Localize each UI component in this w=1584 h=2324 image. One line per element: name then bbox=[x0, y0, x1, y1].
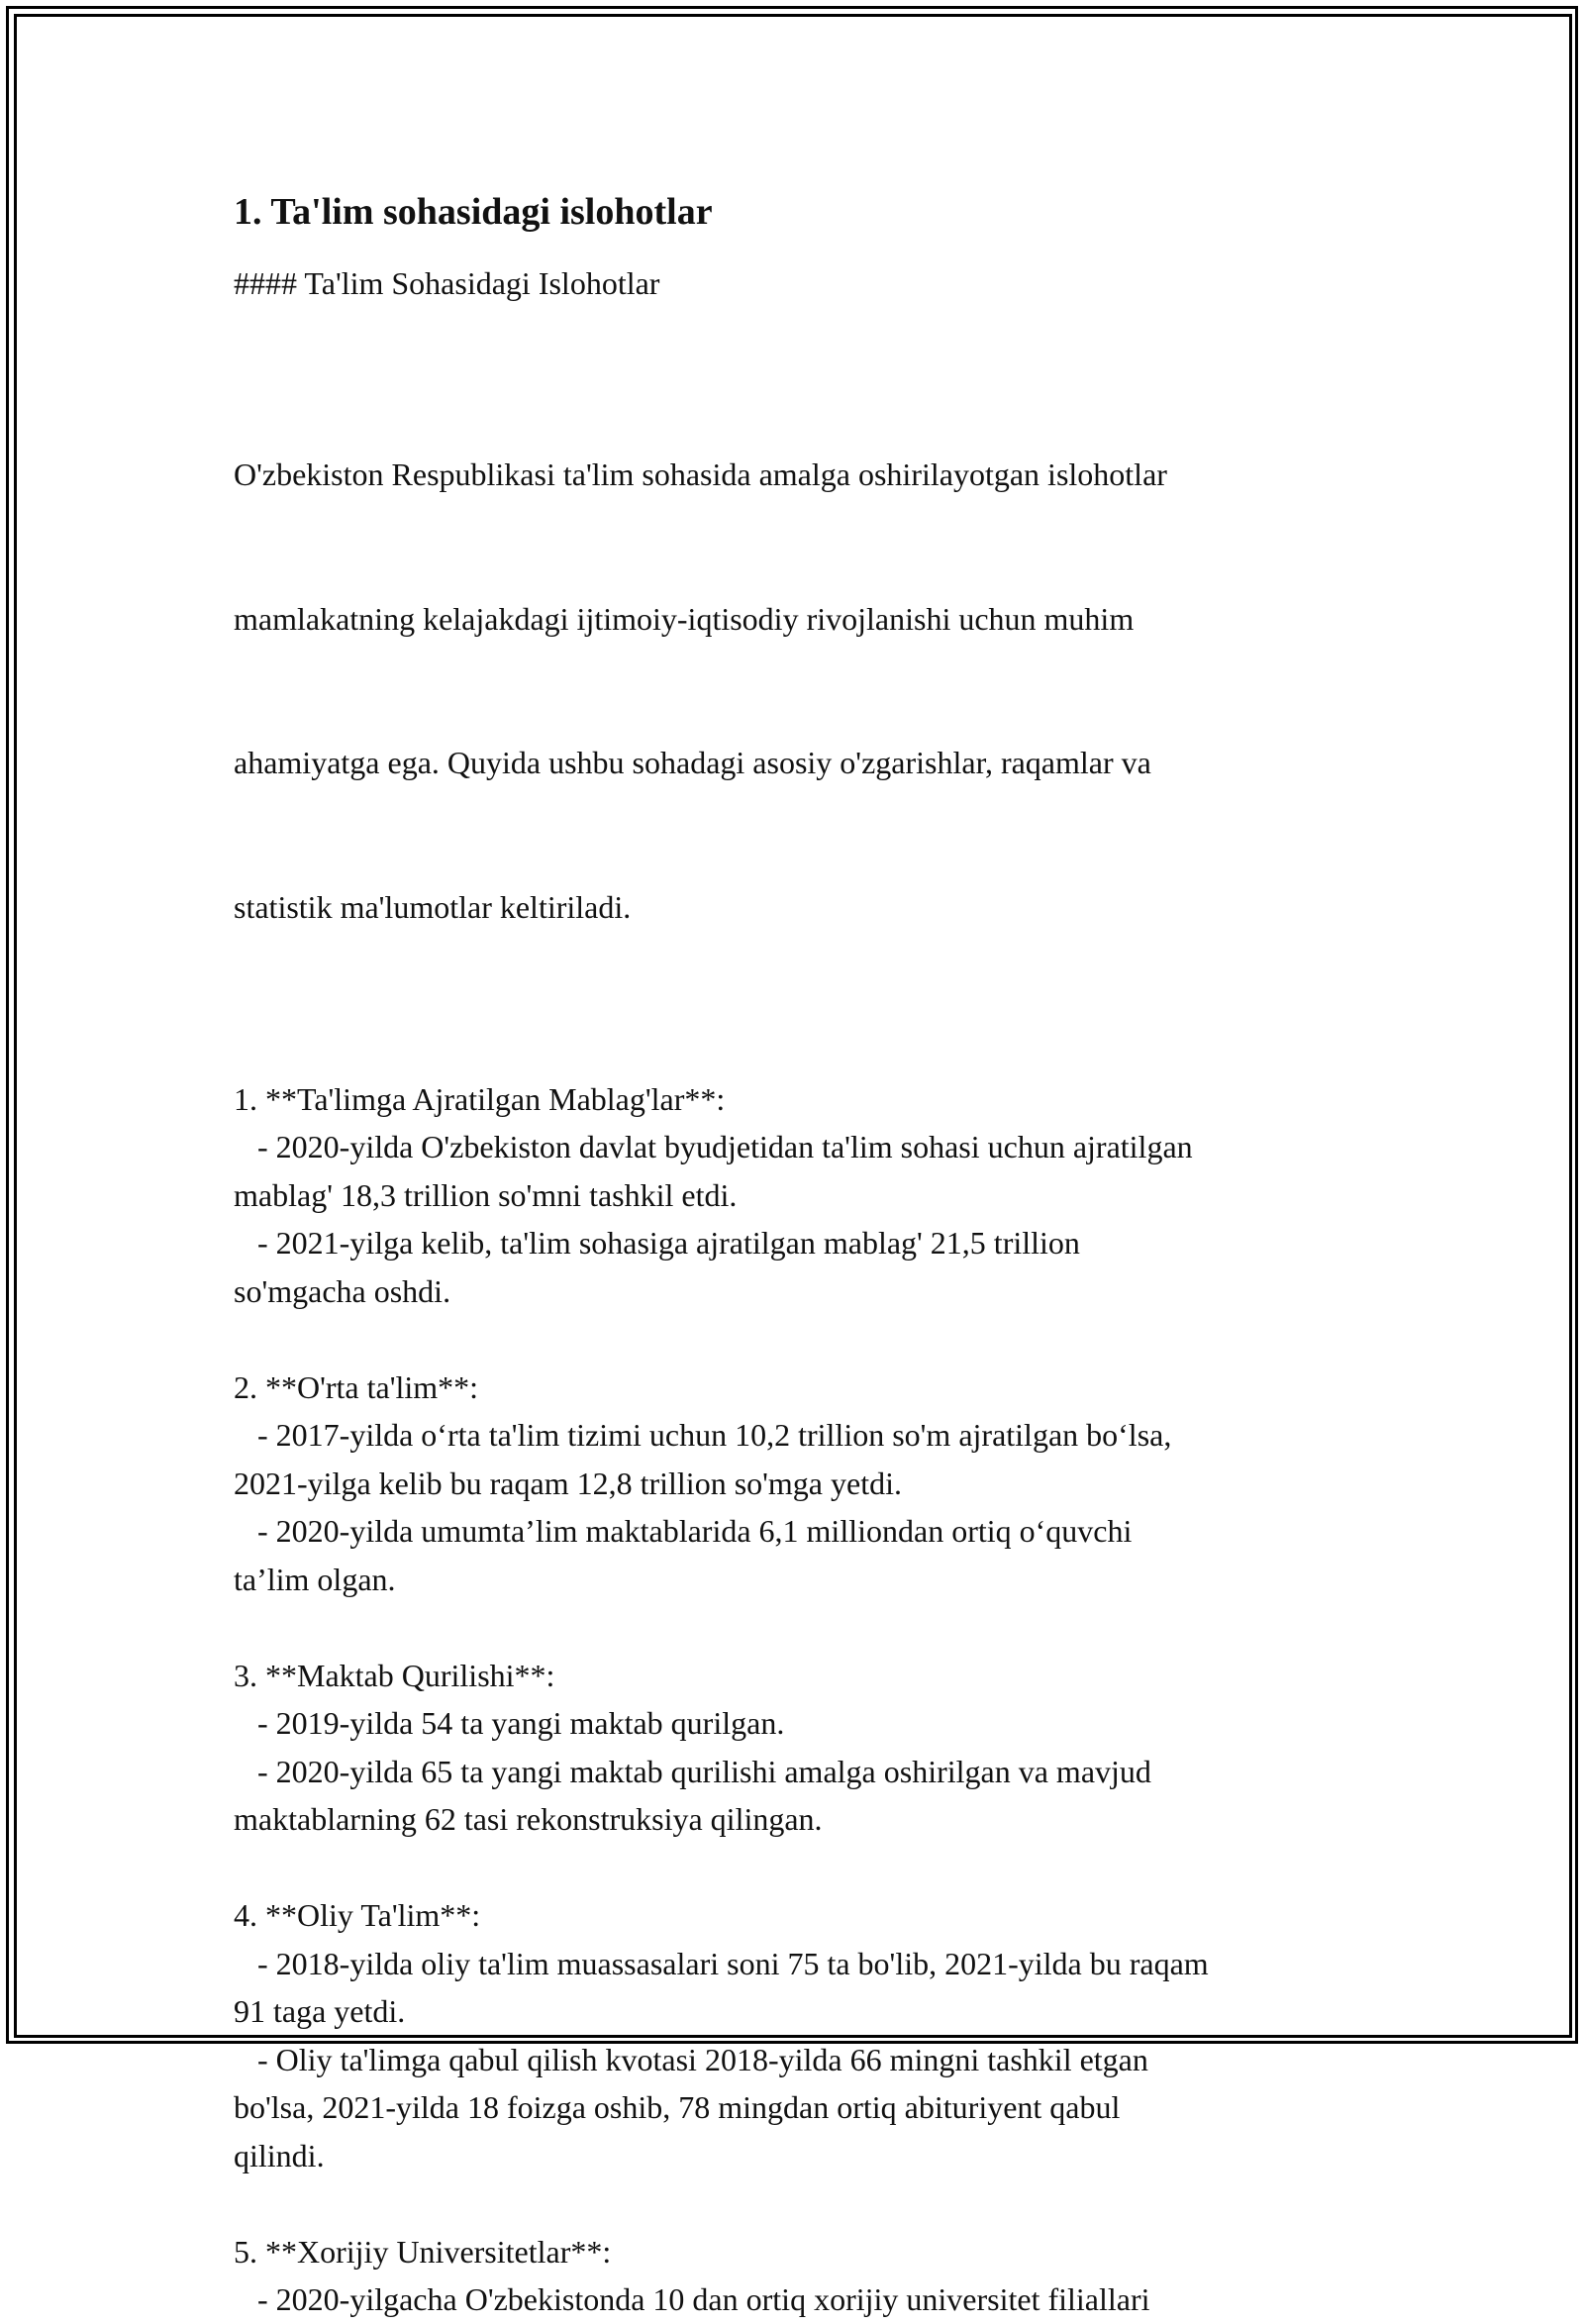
section-line: - 2017-yilda o‘rta ta'lim tizimi uchun 10,2 trillion so'm ajratilgan bo‘lsa, bbox=[234, 1417, 1172, 1453]
section-line: - 2019-yilda 54 ta yangi maktab qurilgan. bbox=[234, 1705, 785, 1741]
intro-paragraph bbox=[234, 354, 1372, 1027]
section-line: - 2020-yilda umumta’lim maktablarida 6,1 milliondan ortiq o‘quvchi bbox=[234, 1513, 1133, 1549]
section-title: 3. **Maktab Qurilishi**: bbox=[234, 1657, 555, 1693]
section-higher-education bbox=[234, 1891, 1372, 2179]
section-line: maktablarning 62 tasi rekonstruksiya qilingan. bbox=[234, 1801, 823, 1837]
document-subheading: #### Ta'lim Sohasidagi Islohotlar bbox=[234, 265, 660, 301]
section-line: - 2020-yilda O'zbekiston davlat byudjetidan ta'lim sohasi uchun ajratilgan bbox=[234, 1129, 1193, 1164]
section-line: - 2018-yilda oliy ta'lim muassasalari soni 75 ta bo'lib, 2021-yilda bu raqam bbox=[234, 1945, 1209, 1981]
section-line: bo'lsa, 2021-yilda 18 foizga oshib, 78 mingdan ortiq abituriyent qabul bbox=[234, 2089, 1121, 2125]
intro-line: ahamiyatga ega. Quyida ushbu sohadagi asosiy o'zgarishlar, raqamlar va bbox=[234, 745, 1151, 780]
section-line: 2021-yilga kelib bu raqam 12,8 trillion so'mga yetdi. bbox=[234, 1465, 902, 1501]
section-title: 1. **Ta'limga Ajratilgan Mablag'lar**: bbox=[234, 1080, 726, 1117]
section-foreign-universities bbox=[234, 2228, 1372, 2324]
section-title: 2. **O'rta ta'lim**: bbox=[234, 1368, 479, 1405]
document-heading: 1. Ta'lim sohasidagi islohotlar bbox=[234, 191, 713, 233]
section-secondary-education bbox=[234, 1364, 1372, 1604]
section-title: 4. **Oliy Ta'lim**: bbox=[234, 1897, 481, 1933]
section-line: - Oliy ta'limga qabul qilish kvotasi 2018-yilda 66 mingni tashkil etgan bbox=[234, 2041, 1148, 2077]
section-line: ta’lim olgan. bbox=[234, 1561, 396, 1597]
intro-line: O'zbekiston Respublikasi ta'lim sohasida amalga oshirilayotgan islohotlar bbox=[234, 456, 1167, 492]
section-line: - 2020-yilgacha O'zbekistonda 10 dan ortiq xorijiy universitet filiallari bbox=[234, 2281, 1150, 2317]
document-body bbox=[234, 178, 1372, 2324]
section-funding bbox=[234, 1075, 1372, 1316]
intro-line: statistik ma'lumotlar keltiriladi. bbox=[234, 888, 632, 925]
section-line: mablag' 18,3 trillion so'mni tashkil etdi. bbox=[234, 1176, 738, 1213]
section-school-construction bbox=[234, 1652, 1372, 1844]
intro-line: mamlakatning kelajakdagi ijtimoiy-iqtisodiy rivojlanishi uchun muhim bbox=[234, 600, 1135, 637]
section-line: so'mgacha oshdi. bbox=[234, 1272, 451, 1309]
section-line: 91 taga yetdi. bbox=[234, 1993, 406, 2029]
section-line: - 2021-yilga kelib, ta'lim sohasiga ajratilgan mablag' 21,5 trillion bbox=[234, 1225, 1080, 1261]
section-title: 5. **Xorijiy Universitetlar**: bbox=[234, 2233, 612, 2270]
section-line: qilindi. bbox=[234, 2137, 325, 2173]
section-line: - 2020-yilda 65 ta yangi maktab qurilishi amalga oshirilgan va mavjud bbox=[234, 1753, 1151, 1789]
